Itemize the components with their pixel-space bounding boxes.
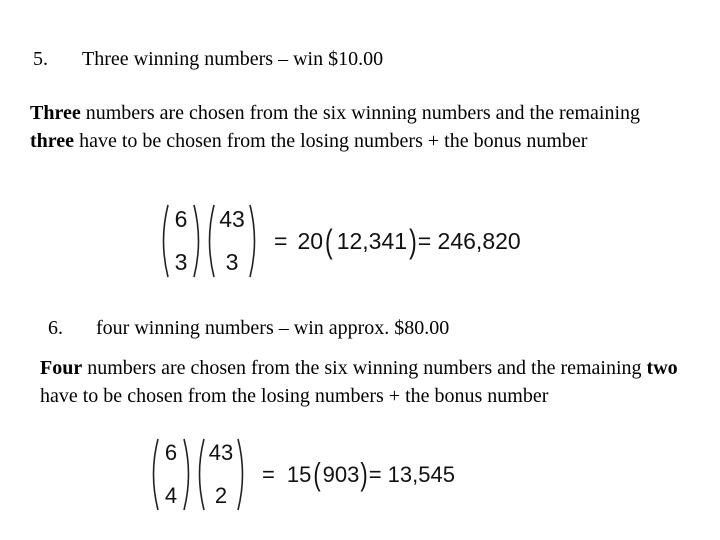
section-5-text: numbers are chosen from the six winning numbers and the remaining [80, 102, 641, 124]
binomial-top: 43 [219, 206, 245, 232]
right-paren-icon [249, 203, 260, 279]
section-5-paragraph [30, 99, 670, 155]
section-6-text: numbers are chosen from the six winning numbers and the remaining [82, 357, 647, 379]
binomial-6-3 [158, 203, 204, 279]
binomial-top: 6 [174, 206, 188, 232]
binomial-6-4 [148, 437, 194, 512]
open-paren: ( [313, 455, 321, 492]
equals-sign: = [262, 461, 275, 487]
coefficient: 20 [297, 227, 324, 254]
right-paren-icon [193, 203, 204, 279]
section-6-paragraph [40, 354, 680, 410]
binomial-43-3 [204, 203, 260, 279]
section-6-number: 6. [48, 317, 63, 339]
left-paren-icon [148, 437, 159, 512]
binomial-bottom: 3 [174, 249, 188, 275]
close-paren: ) [409, 221, 417, 260]
binomial-bottom: 3 [225, 249, 239, 275]
section-6-equation [148, 437, 455, 512]
result-value: = 13,545 [368, 461, 455, 487]
section-5-text-2: have to be chosen from the losing numbers + the bonus number [74, 130, 588, 152]
section-6-bold-word-2: two [646, 357, 678, 379]
left-paren-icon [158, 203, 169, 279]
section-6-heading: four winning numbers – win approx. $80.00 [96, 317, 450, 339]
result-value: = 246,820 [417, 227, 521, 254]
left-paren-icon [194, 437, 205, 512]
close-paren: ) [360, 455, 368, 492]
section-6-bold-word: Four [40, 357, 83, 379]
inner-value: 903 [322, 461, 360, 487]
binomial-top: 43 [208, 440, 234, 465]
section-5-number: 5. [33, 48, 48, 70]
section-5-bold-word-2: three [30, 130, 75, 152]
section-5-bold-word: Three [30, 102, 81, 124]
equals-sign: = [274, 227, 288, 254]
binomial-43-2 [194, 437, 248, 512]
inner-value: 12,341 [336, 227, 408, 254]
section-5-equation [158, 203, 521, 279]
binomial-bottom: 2 [214, 483, 228, 508]
binomial-top: 6 [164, 440, 178, 465]
coefficient: 15 [286, 461, 312, 487]
open-paren: ( [325, 221, 333, 260]
left-paren-icon [204, 203, 215, 279]
right-paren-icon [237, 437, 248, 512]
section-6-text-2: have to be chosen from the losing numbers + the bonus number [40, 385, 549, 407]
right-paren-icon [183, 437, 194, 512]
section-5-heading: Three winning numbers – win $10.00 [82, 48, 384, 70]
binomial-bottom: 4 [164, 483, 178, 508]
